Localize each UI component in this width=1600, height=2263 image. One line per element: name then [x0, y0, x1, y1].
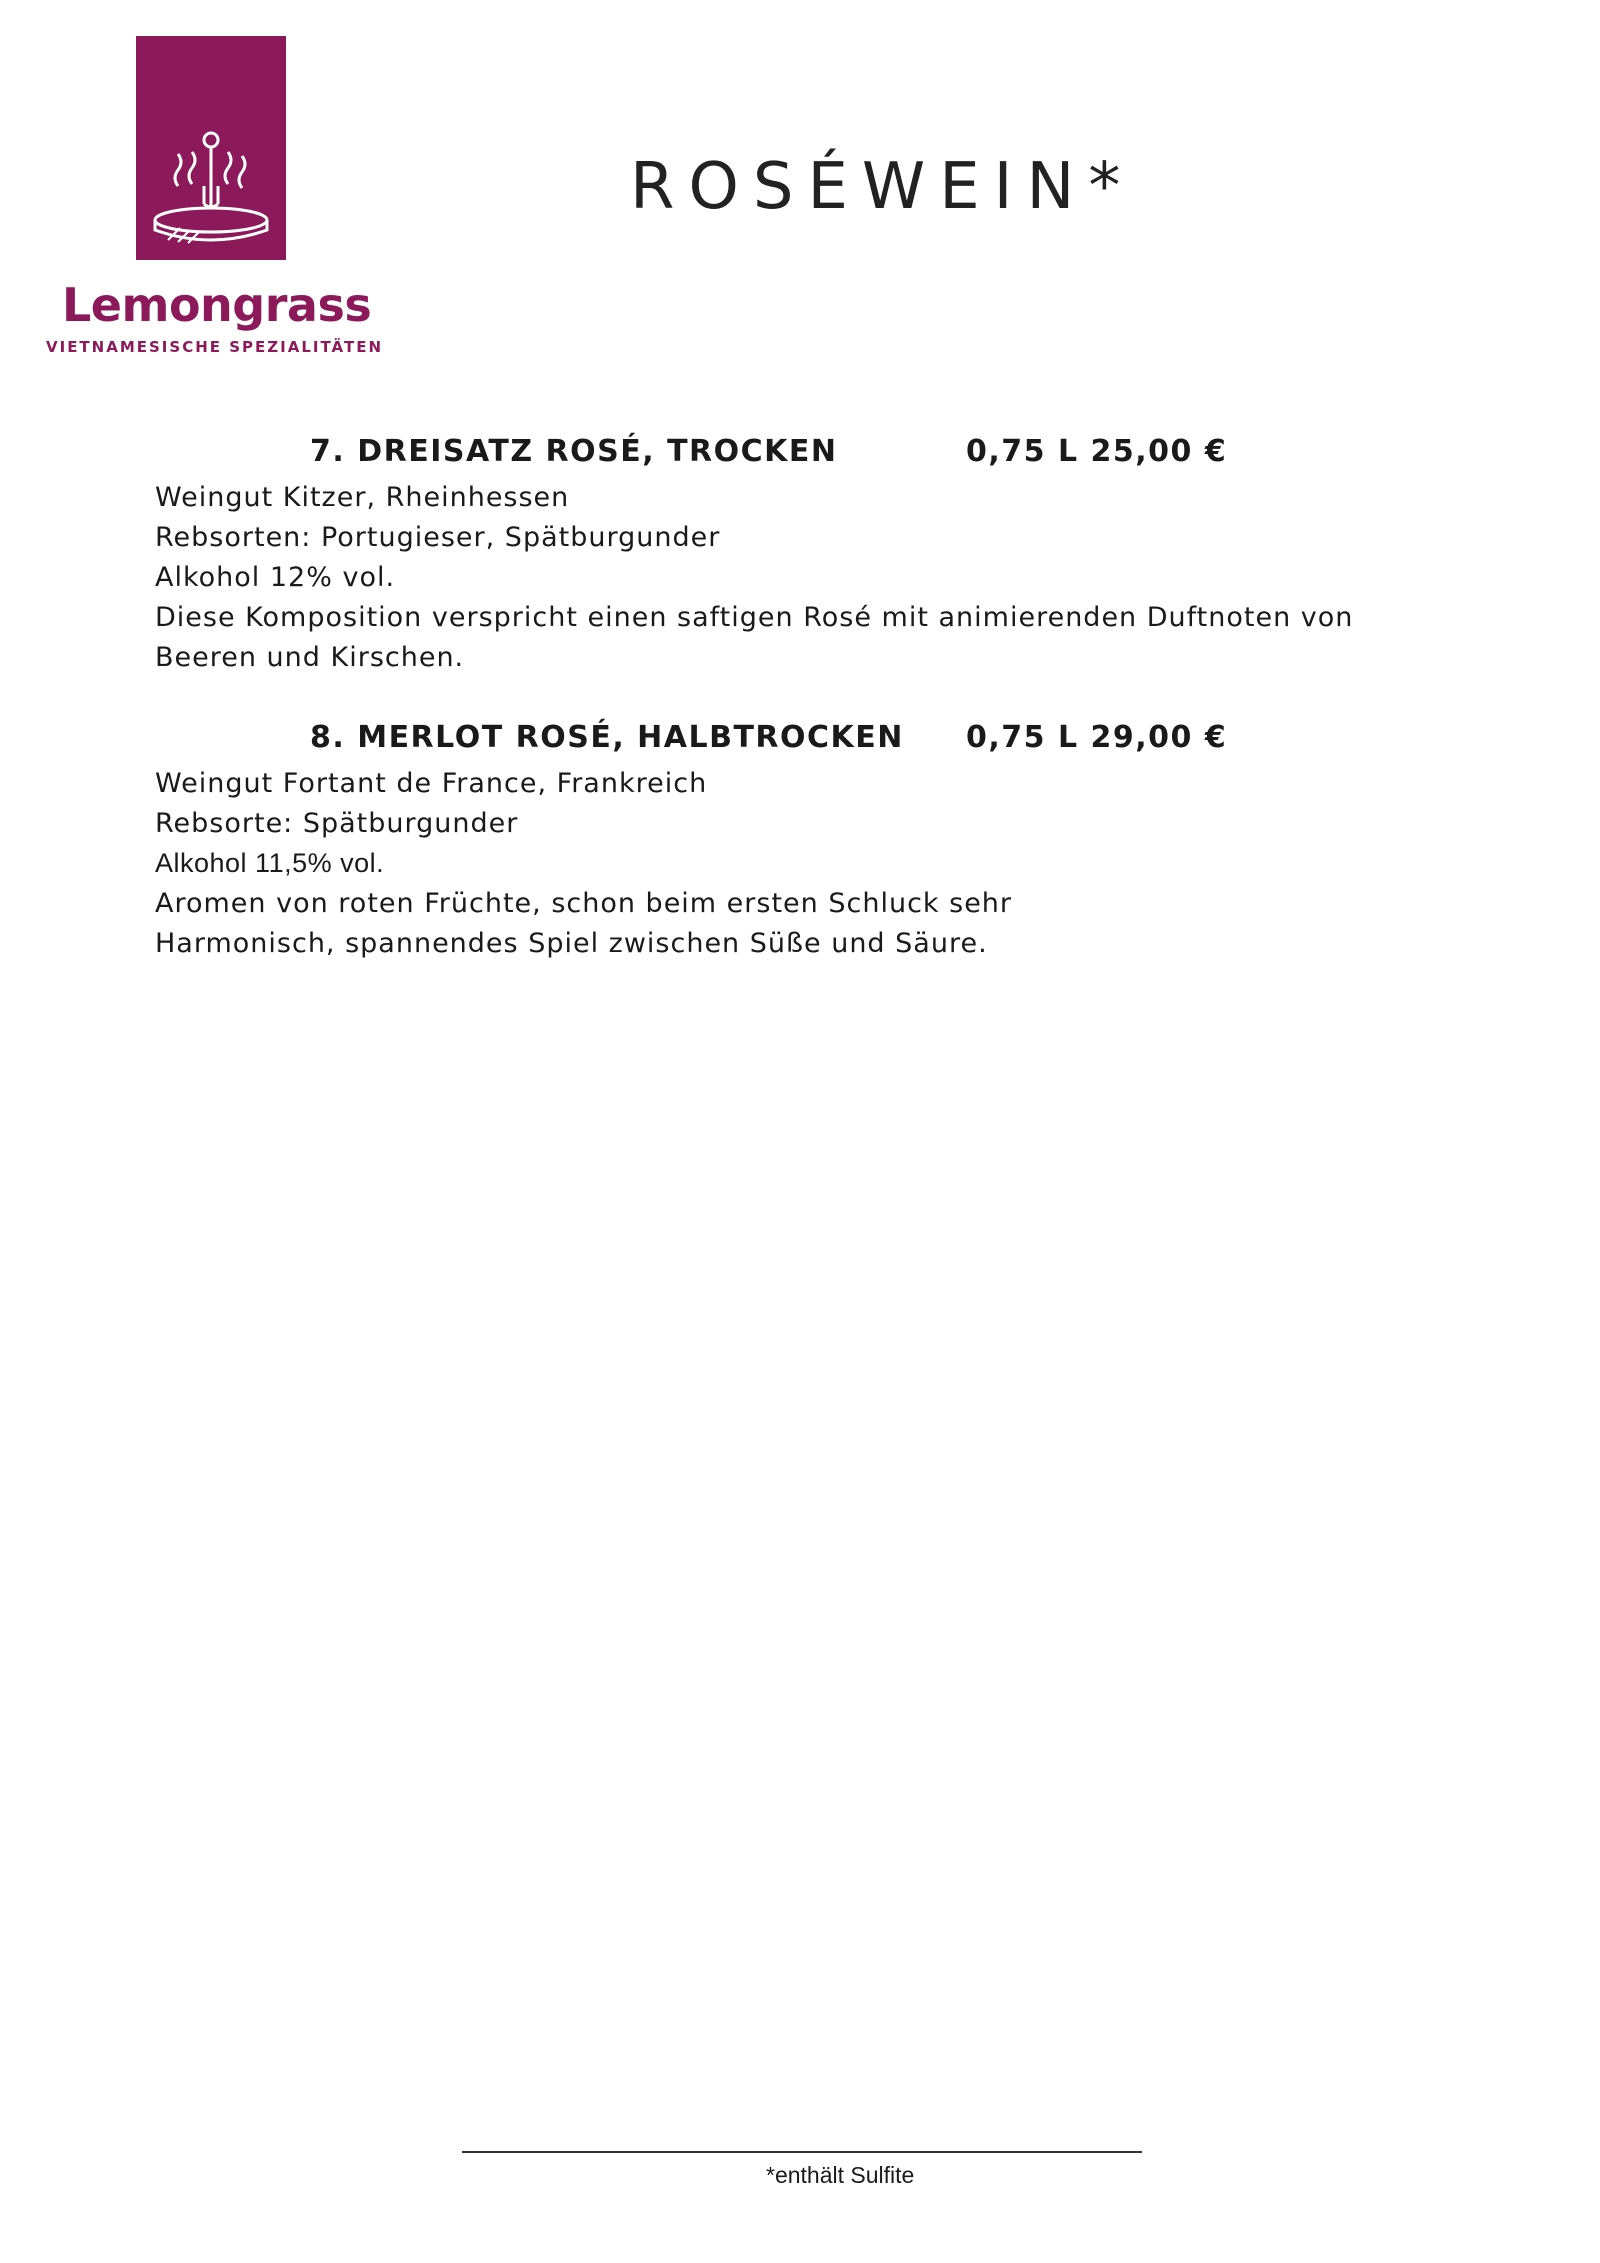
wine-7-price: 0,75 L 25,00 € [966, 434, 1228, 469]
wine-8-heading: 8. MERLOT ROSÉ, HALBTROCKEN [310, 720, 904, 755]
page-title: ROSÉWEIN* [630, 150, 1135, 224]
wine-7-alcohol: Alkohol 12% vol. [155, 562, 396, 593]
logo-tagline: VIETNAMESISCHE SPEZIALITÄTEN [46, 338, 384, 356]
wine-8-description-line-2: Harmonisch, spannendes Spiel zwischen Süße und Säure. [155, 928, 988, 959]
footnote-sulfites: *enthält Sulfite [766, 2162, 915, 2188]
steaming-plate-fork-icon [136, 36, 286, 260]
wine-7-description-line-1: Diese Komposition verspricht einen saftigen Rosé mit animierenden Duftnoten von [155, 602, 1354, 633]
logo-mark [136, 36, 286, 260]
wine-7-description-line-2: Beeren und Kirschen. [155, 642, 465, 673]
wine-8-grapes: Rebsorte: Spätburgunder [155, 808, 519, 839]
footer-divider [462, 2151, 1142, 2153]
wine-8-price: 0,75 L 29,00 € [966, 720, 1228, 755]
wine-7-grapes: Rebsorten: Portugieser, Spätburgunder [155, 522, 721, 553]
wine-8-winery: Weingut Fortant de France, Frankreich [155, 768, 708, 799]
logo-wordmark: Lemongrass [62, 278, 372, 332]
wine-8-description-line-1: Aromen von roten Früchte, schon beim ersten Schluck sehr [155, 888, 1013, 919]
wine-7-heading: 7. DREISATZ ROSÉ, TROCKEN [310, 434, 838, 469]
wine-7-winery: Weingut Kitzer, Rheinhessen [155, 482, 570, 513]
wine-8-alcohol: Alkohol 11,5% vol. [155, 848, 385, 878]
